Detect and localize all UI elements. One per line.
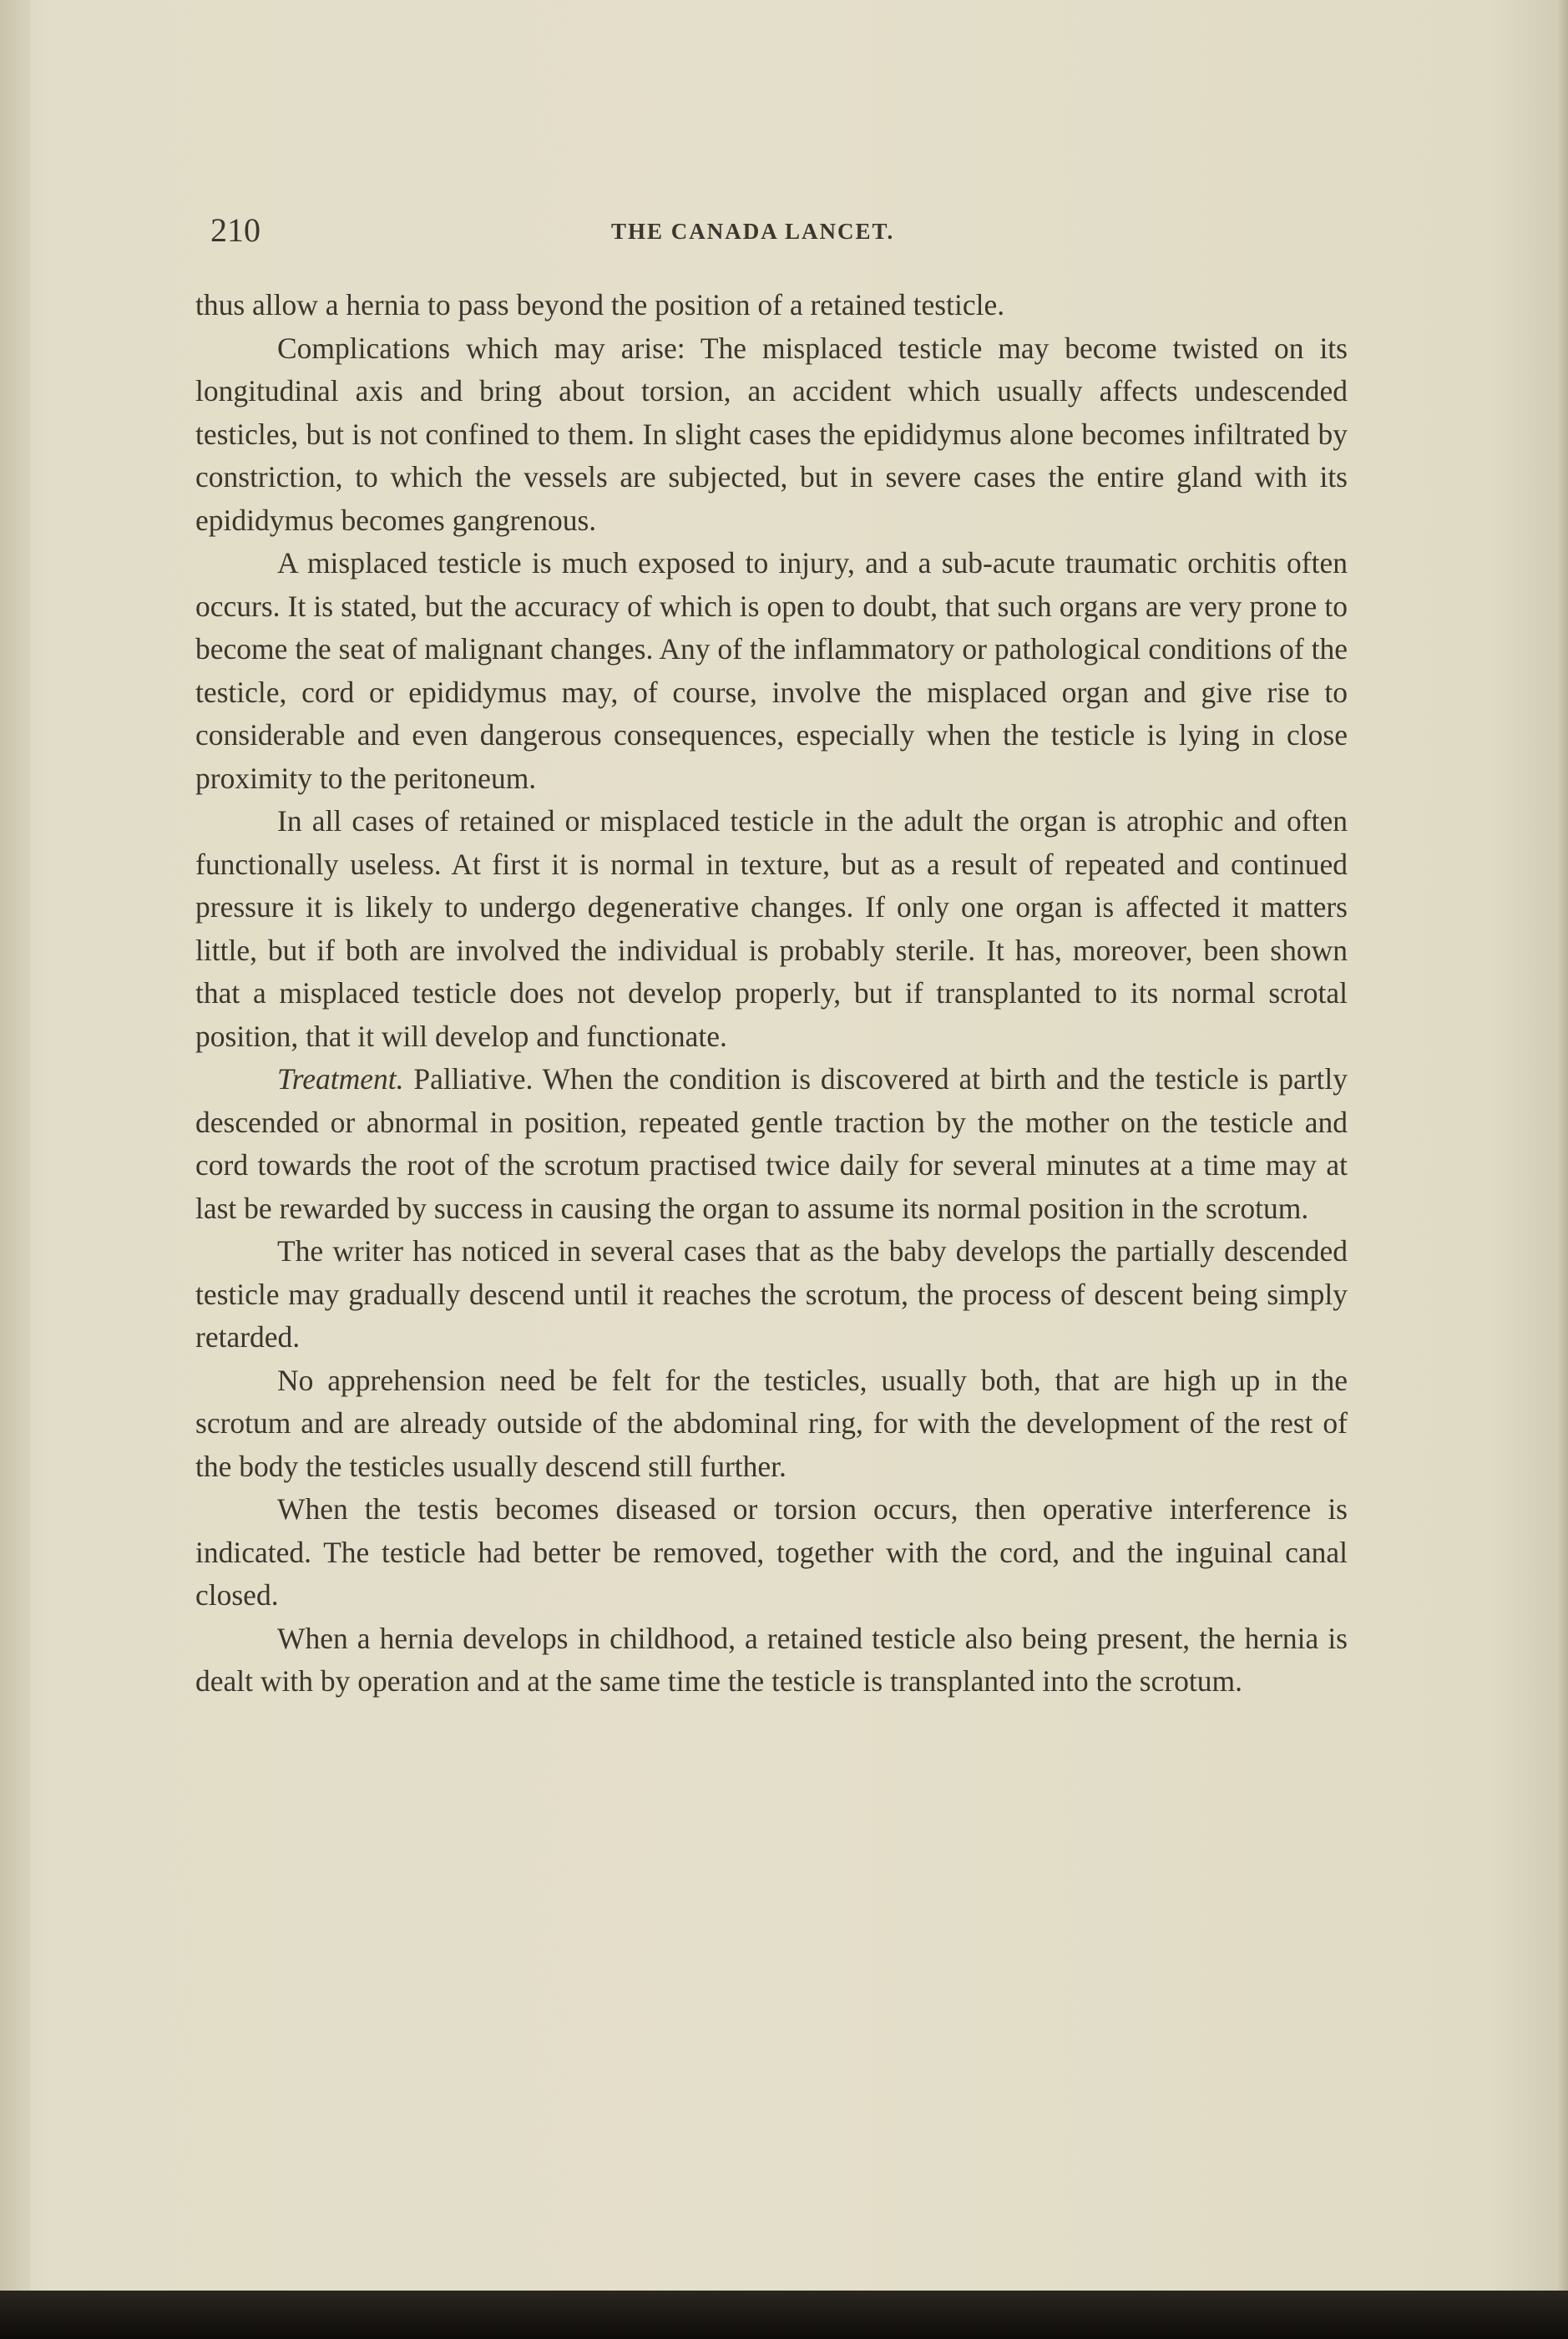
page-header [210, 210, 1338, 261]
paragraph-5-text: Palliative. When the condition is discovered at birth and the testicle is partly descended or abnormal in position, repeated gentle traction by the mother on the testicle and cord towards the root of the scrotum practised twice daily for several minutes at a time may at last be rewarded by success in causing the organ to assume its normal position in the scrotum. [195, 1062, 1348, 1225]
paragraph-4: In all cases of retained or misplaced testicle in the adult the organ is atrophic and often functionally useless. At first it is normal in texture, but as a result of repeated and continued pressure it is likely to undergo degenerative changes. If only one organ is affected it matters little, but if both are involved the individual is probably sterile. It has, moreover, been shown that a misplaced testicle does not develop properly, but if transplanted to its normal scrotal position, that it will develop and functionate. [195, 804, 1348, 1053]
paragraph-8: When the testis becomes diseased or torsion occurs, then operative interference is indicated. The testicle had better be removed, together with the cord, and the inguinal canal closed. [195, 1492, 1348, 1612]
running-head: THE CANADA LANCET. [611, 219, 895, 244]
paragraph-7: No apprehension need be felt for the testicles, usually both, that are high up in the scrotum and are already outside of the abdominal ring, for with the development of the rest of the body the testicles usually descend still further. [195, 1363, 1348, 1483]
paragraph-1: thus allow a hernia to pass beyond the position of a retained testicle. [195, 288, 1005, 321]
page-edge-shadow [1556, 0, 1568, 2339]
scan-bottom-shadow [0, 2291, 1568, 2339]
paragraph-9: When a hernia develops in childhood, a retained testicle also being present, the hernia is dealt with by operation and at the same time the testicle is transplanted into the scrotum. [195, 1621, 1348, 1698]
paragraph-5 [195, 1058, 1348, 1230]
paragraph-3: A misplaced testicle is much exposed to injury, and a sub-acute traumatic orchitis often occurs. It is stated, but the accuracy of which is open to doubt, that such organs are very prone to become the seat of malignant changes. Any of the inflammatory or pathological conditions of the testicle, cord or epididymus may, of course, involve the misplaced organ and give rise to considerable and even dangerous consequences, especially when the testicle is lying in close proximity to the peritoneum. [195, 546, 1348, 795]
page-number: 210 [210, 211, 260, 249]
page-gutter-shadow [0, 0, 30, 2339]
body-text [195, 284, 1348, 1704]
treatment-heading: Treatment. [277, 1062, 404, 1096]
paragraph-6: The writer has noticed in several cases that as the baby develops the partially descended testicle may gradually descend until it reaches the scrotum, the process of descent being simply retarded. [195, 1234, 1348, 1354]
paragraph-2: Complications which may arise: The misplaced testicle may become twisted on its longitudinal axis and bring about torsion, an accident which usually affects undescended testicles, but is not confined to them. In slight cases the epididymus alone becomes infiltrated by constriction, to which the vessels are subjected, but in severe cases the entire gland with its epididymus becomes gangrenous. [195, 331, 1348, 537]
